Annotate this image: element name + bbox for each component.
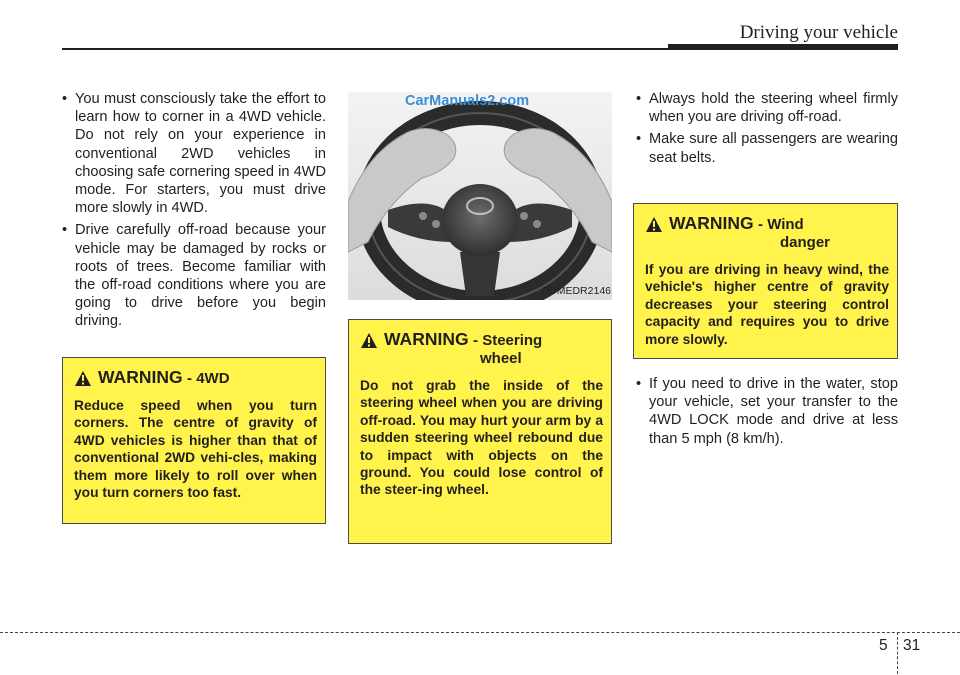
bullet-list-column1	[62, 90, 326, 335]
warning-title: WARNING	[384, 329, 469, 349]
warning-box-wind	[633, 203, 898, 359]
page-number: 31	[903, 637, 921, 654]
bullet-list-column3-top	[636, 90, 898, 171]
warning-title: WARNING	[669, 213, 754, 233]
warning-subtitle-line2: wheel	[480, 350, 522, 367]
warning-body: Reduce speed when you turn corners. The centre of gravity of 4WD vehicles is higher than that of conventional 2WD vehi-cles, making them more likely to roll over when you turn corners too fast.	[74, 398, 317, 501]
chapter-number: 5	[879, 637, 888, 654]
warning-subtitle: - Steering	[473, 332, 543, 349]
warning-subtitle: - Wind	[758, 216, 804, 233]
bullet-list-column3-bottom	[636, 375, 898, 452]
warning-body: Do not grab the inside of the steering wheel when you are driving off-road. You may hurt your arm by a sudden steering wheel rebound due to impact with objects on the ground. You could lose control of the steer-ing wheel.	[360, 378, 603, 498]
warning-box-steering-wheel	[348, 319, 612, 544]
header-title: Driving your vehicle	[739, 22, 898, 43]
warning-subtitle-line2: danger	[780, 234, 831, 251]
bullet-water: • If you need to drive in the water, stop your vehicle, set your transfer to the 4WD LOCK mode and drive at less than 5 mph (8 km/h).	[636, 375, 898, 448]
warning-triangle-icon	[74, 370, 92, 387]
warning-subtitle: - 4WD	[187, 370, 230, 387]
bullet-off-road: • Drive carefully off-road because your vehicle may be damaged by rocks or roots of trees. Become familiar with the off-road conditions where you are going to drive before you begin driving.	[62, 221, 326, 330]
bullet-cornering: • You must consciously take the effort to learn how to corner in a 4WD vehicle. Do not rely on your experience in conventional 2WD vehicles in choosing safe cornering speed in 4WD mode. For starters, you must drive more slowly in 4WD.	[62, 90, 326, 217]
bullet-seat-belts: • Make sure all passengers are wearing seat belts.	[636, 130, 898, 166]
steering-wheel-icon	[348, 92, 612, 300]
warning-triangle-icon	[645, 216, 663, 233]
warning-body: If you are driving in heavy wind, the vehicle's higher centre of gravity decreases your steering control capacity and requires you to drive more slowly.	[645, 262, 889, 347]
footer-rule	[0, 632, 960, 633]
image-code: ODMEDR2146	[540, 285, 611, 297]
warning-box-4wd	[62, 357, 326, 524]
bullet-hold-wheel: • Always hold the steering wheel firmly when you are driving off-road.	[636, 90, 898, 126]
header-rule-accent	[668, 44, 898, 50]
warning-title: WARNING	[98, 367, 183, 387]
footer-separator	[897, 632, 898, 674]
steering-wheel-photo	[348, 92, 612, 300]
watermark: CarManuals2.com	[405, 93, 530, 109]
warning-triangle-icon	[360, 332, 378, 349]
